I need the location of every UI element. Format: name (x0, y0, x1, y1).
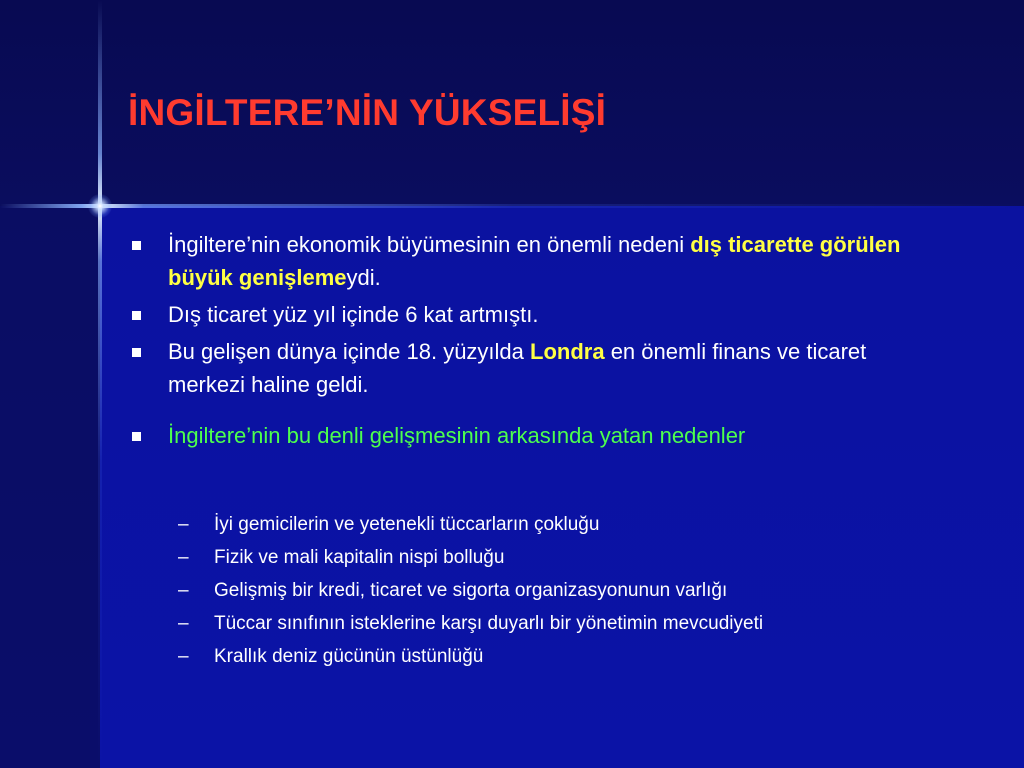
sub-bullet-item (178, 508, 958, 541)
sparkle-icon (88, 194, 112, 218)
square-bullet-icon (132, 311, 141, 320)
sub-bullet-item (178, 640, 958, 673)
square-bullet-icon (132, 241, 141, 250)
bullet-text: İngiltere’nin ekonomik büyümesinin en önemli nedeni (168, 232, 691, 257)
bullet-item-trade-growth (130, 298, 930, 331)
bullet-item-economic-growth (130, 228, 930, 294)
square-bullet-icon (132, 432, 141, 441)
sub-bullet-list (178, 508, 958, 673)
slide-title: İNGİLTERE’NİN YÜKSELİŞİ (128, 92, 607, 133)
bullet-text: Bu gelişen dünya içinde 18. yüzyılda (168, 339, 531, 364)
sub-bullet-text: Tüccar sınıfının isteklerine karşı duyarlı bir yönetimin mevcudiyeti (214, 613, 764, 634)
square-bullet-icon (132, 348, 141, 357)
sub-bullet-item (178, 541, 958, 574)
dash-icon: – (178, 646, 189, 667)
sub-bullet-item (178, 574, 958, 607)
bullet-highlight: dış ticarette görülen büyük genişleme (168, 232, 901, 290)
sub-bullet-text: Krallık deniz gücünün üstünlüğü (214, 646, 484, 667)
bullet-item-reasons (130, 419, 930, 452)
dash-icon: – (178, 580, 189, 601)
horizontal-light-line (0, 204, 1024, 208)
bullet-list (130, 228, 930, 486)
bullet-text-end: ydi. (346, 265, 381, 290)
left-band (0, 206, 100, 768)
vertical-light-line (98, 0, 102, 768)
dash-icon: – (178, 613, 189, 634)
dash-icon: – (178, 514, 189, 535)
sub-bullet-text: İyi gemicilerin ve yetenekli tüccarların çokluğu (214, 514, 600, 535)
bullet-text: Dış ticaret yüz yıl içinde 6 kat artmıştı. (168, 302, 539, 327)
bullet-text: İngiltere’nin bu denli gelişmesinin arkasında yatan nedenler (168, 423, 746, 448)
sub-bullet-item (178, 607, 958, 640)
bullet-item-london (130, 335, 930, 401)
bullet-text-end: en önemli finans ve ticaret merkezi haline geldi. (168, 339, 867, 397)
sub-bullet-text: Fizik ve mali kapitalin nispi bolluğu (214, 547, 505, 568)
sub-bullet-text: Gelişmiş bir kredi, ticaret ve sigorta organizasyonunun varlığı (214, 580, 728, 601)
dash-icon: – (178, 547, 189, 568)
bullet-highlight: Londra (530, 339, 605, 364)
